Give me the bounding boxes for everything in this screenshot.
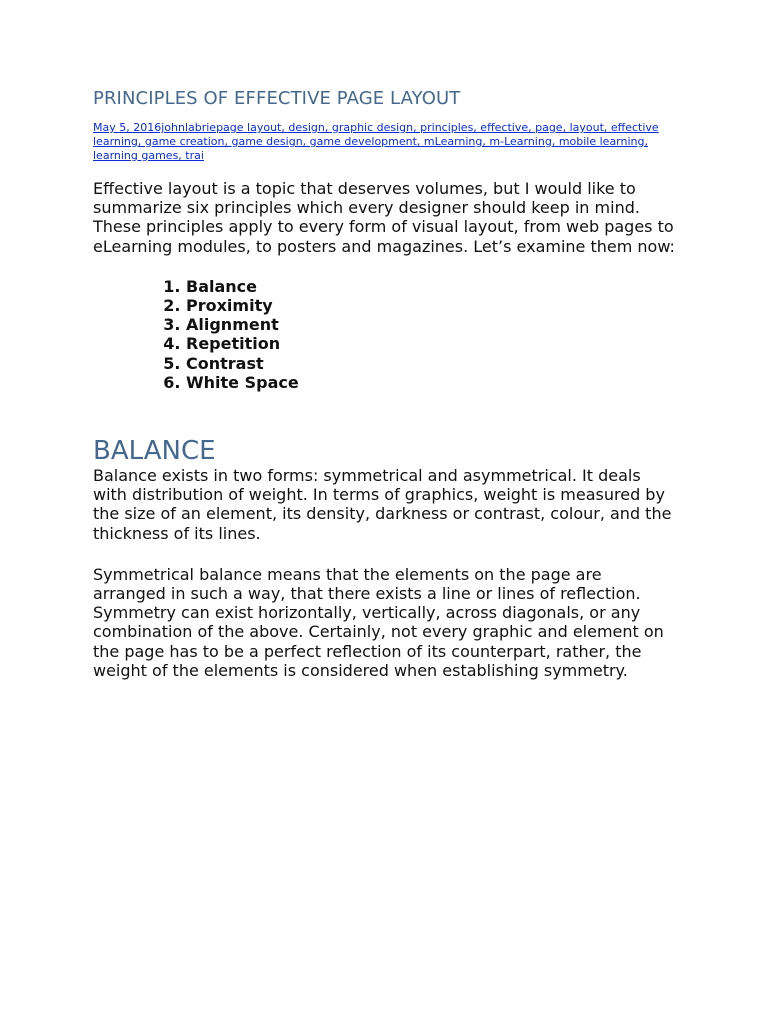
balance-heading: BALANCE xyxy=(93,436,216,467)
document-page xyxy=(93,88,678,680)
list-item: 2. Proximity xyxy=(186,296,678,315)
balance-paragraph-2: Symmetrical balance means that the elements on the page are arranged in such a way, that there exists a line or lines of reflection. Symmetry can exist horizontally, vertically, across diagonals, or any combination of the above. Certainly, not every graphic and element on the page has to be a perfect reflection of its counterpart, rather, the weight of the elements is considered when establishing symmetry. xyxy=(93,564,664,680)
list-item: 1. Balance xyxy=(186,277,678,296)
article-title: PRINCIPLES OF EFFECTIVE PAGE LAYOUT xyxy=(93,88,461,109)
list-item: 5. Contrast xyxy=(186,354,678,373)
post-meta-link[interactable]: May 5, 2016johnlabriepage layout, design, graphic design, principles, effective, page, layout, effective learning, game creation, game design, game development, mLearning, m-Learning, mobile learning, learning games, trai xyxy=(93,121,659,162)
list-item: 6. White Space xyxy=(186,373,678,392)
list-item: 3. Alignment xyxy=(186,315,678,334)
principles-list xyxy=(93,277,678,392)
intro-paragraph: Effective layout is a topic that deserves volumes, but I would like to summarize six principles which every designer should keep in mind. These principles apply to every form of visual layout, from web pages to eLearning modules, to posters and magazines. Let’s examine them now: xyxy=(93,179,675,256)
list-item: 4. Repetition xyxy=(186,334,678,353)
balance-paragraph-1: Balance exists in two forms: symmetrical and asymmetrical. It deals with distribution of weight. In terms of graphics, weight is measured by the size of an element, its density, darkness or contrast, colour, and the thickness of its lines. xyxy=(93,466,672,543)
